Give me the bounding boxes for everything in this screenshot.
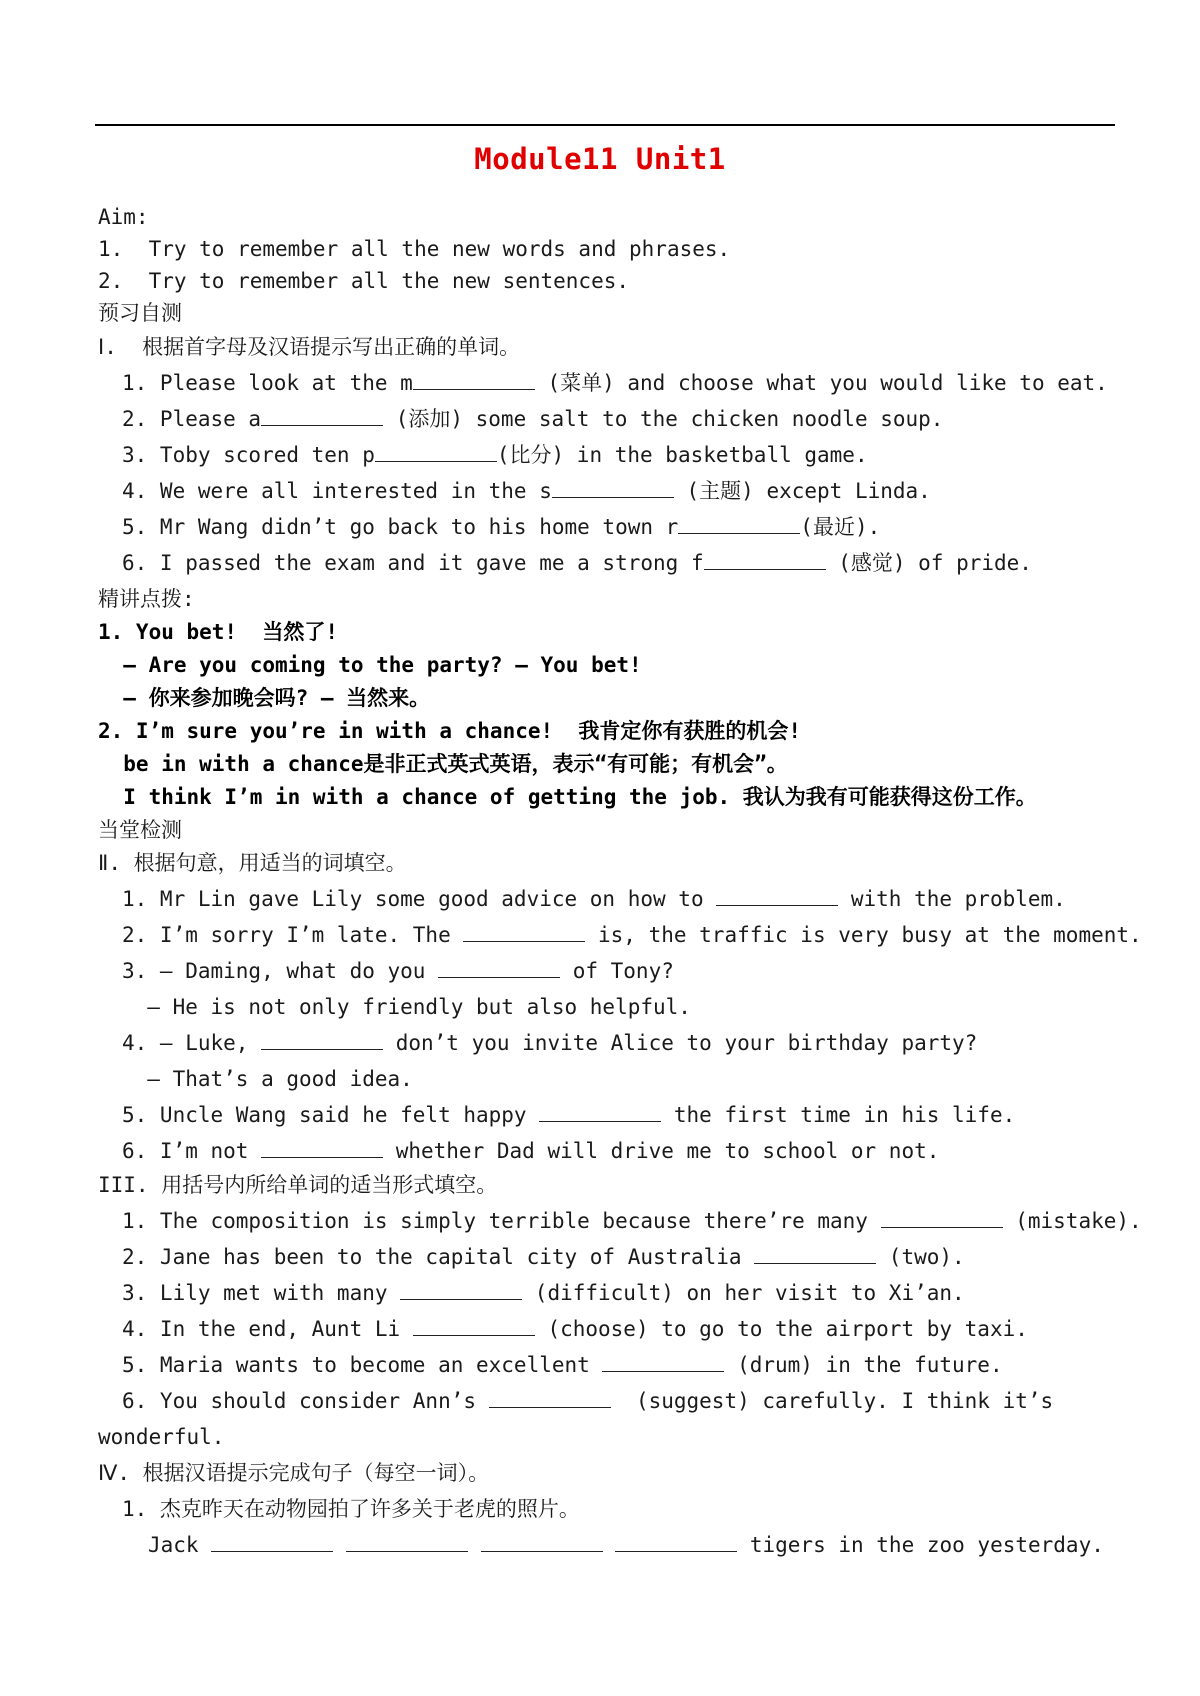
part2-item-5: 5. Uncle Wang said he felt happy the first time in his life.	[122, 1103, 1016, 1127]
part4-item-1-en: Jack tigers in the zoo yesterday.	[148, 1533, 1104, 1557]
part2-heading: Ⅱ. 根据句意，用适当的词填空。	[98, 851, 407, 875]
part1-heading: Ⅰ. 根据首字母及汉语提示写出正确的单词。	[98, 335, 521, 359]
part2-item-4-reply: — That’s a good idea.	[122, 1067, 413, 1091]
explain-line-4: 2. I’m sure you’re in with a chance! 我肯定你有获胜的机会!	[98, 719, 802, 743]
answer-blank[interactable]	[552, 479, 674, 498]
explain-line-5: be in with a chance是非正式英式英语，表示“有可能；有机会”。	[98, 752, 788, 776]
answer-blank[interactable]	[375, 443, 497, 462]
part1-item-2: 2. Please a (添加) some salt to the chicken noodle soup.	[122, 407, 944, 431]
answer-blank[interactable]	[413, 371, 535, 390]
part2-item-3: 3. — Daming, what do you of Tony?	[122, 959, 674, 983]
explain-line-2: — Are you coming to the party? — You bet!	[98, 653, 642, 677]
aim-label: Aim:	[98, 205, 149, 229]
part2-item-3-reply: — He is not only friendly but also helpful.	[122, 995, 691, 1019]
answer-blank[interactable]	[261, 1139, 383, 1158]
part3-item-5: 5. Maria wants to become an excellent (drum) in the future.	[122, 1353, 1003, 1377]
explain-line-6: I think I’m in with a chance of getting the job. 我认为我有可能获得这份工作。	[98, 785, 1037, 809]
answer-blank[interactable]	[438, 959, 560, 978]
answer-blank[interactable]	[261, 1031, 383, 1050]
answer-blank[interactable]	[346, 1533, 468, 1552]
answer-blank[interactable]	[704, 551, 826, 570]
part1-item-1: 1. Please look at the m (菜单) and choose what you would like to eat.	[122, 371, 1108, 395]
answer-blank[interactable]	[413, 1317, 535, 1336]
part1-item-3: 3. Toby scored ten p (比分) in the basketball game.	[122, 443, 868, 467]
part2-item-1: 1. Mr Lin gave Lily some good advice on how to with the problem.	[122, 887, 1066, 911]
part2-item-4: 4. — Luke, don’t you invite Alice to your birthday party?	[122, 1031, 978, 1055]
part1-item-4: 4. We were all interested in the s (主题) except Linda.	[122, 479, 931, 503]
answer-blank[interactable]	[602, 1353, 724, 1372]
part3-heading: III. 用括号内所给单词的适当形式填空。	[98, 1173, 498, 1197]
part3-item-6-tail: wonderful.	[98, 1425, 225, 1449]
aim-item-2: 2. Try to remember all the new sentences.	[98, 269, 630, 293]
top-rule	[95, 124, 1115, 126]
part3-item-1: 1. The composition is simply terrible because there’re many (mistake).	[122, 1209, 1142, 1233]
aim-item-1: 1. Try to remember all the new words and phrases.	[98, 237, 731, 261]
preview-heading: 预习自测	[98, 301, 182, 325]
part1-item-6: 6. I passed the exam and it gave me a strong f (感觉) of pride.	[122, 551, 1032, 575]
check-heading: 当堂检测	[98, 818, 182, 842]
part1-item-5: 5. Mr Wang didn’t go back to his home town r (最近).	[122, 515, 881, 539]
answer-blank[interactable]	[615, 1533, 737, 1552]
explain-line-3: — 你来参加晚会吗? — 当然来。	[98, 686, 431, 710]
part2-item-6: 6. I’m not whether Dad will drive me to school or not.	[122, 1139, 940, 1163]
part3-item-6: 6. You should consider Ann’s (suggest) carefully. I think it’s	[122, 1389, 1054, 1413]
answer-blank[interactable]	[716, 887, 838, 906]
explain-heading: 精讲点拨:	[98, 587, 195, 611]
answer-blank[interactable]	[481, 1533, 603, 1552]
answer-blank[interactable]	[463, 923, 585, 942]
part2-item-2: 2. I’m sorry I’m late. The is, the traffic is very busy at the moment.	[122, 923, 1142, 947]
part4-item-1-cn: 1. 杰克昨天在动物园拍了许多关于老虎的照片。	[122, 1497, 580, 1521]
answer-blank[interactable]	[539, 1103, 661, 1122]
answer-blank[interactable]	[211, 1533, 333, 1552]
part3-item-3: 3. Lily met with many (difficult) on her visit to Xi’an.	[122, 1281, 965, 1305]
answer-blank[interactable]	[261, 407, 383, 426]
part3-item-2: 2. Jane has been to the capital city of Australia (two).	[122, 1245, 965, 1269]
part4-heading: Ⅳ. 根据汉语提示完成句子（每空一词）。	[98, 1461, 490, 1485]
answer-blank[interactable]	[881, 1209, 1003, 1228]
answer-blank[interactable]	[754, 1245, 876, 1264]
answer-blank[interactable]	[678, 515, 800, 534]
explain-line-1: 1. You bet! 当然了!	[98, 620, 339, 644]
page-title: Module11 Unit1	[474, 142, 726, 176]
answer-blank[interactable]	[489, 1389, 611, 1408]
answer-blank[interactable]	[400, 1281, 522, 1300]
part3-item-4: 4. In the end, Aunt Li (choose) to go to the airport by taxi.	[122, 1317, 1028, 1341]
